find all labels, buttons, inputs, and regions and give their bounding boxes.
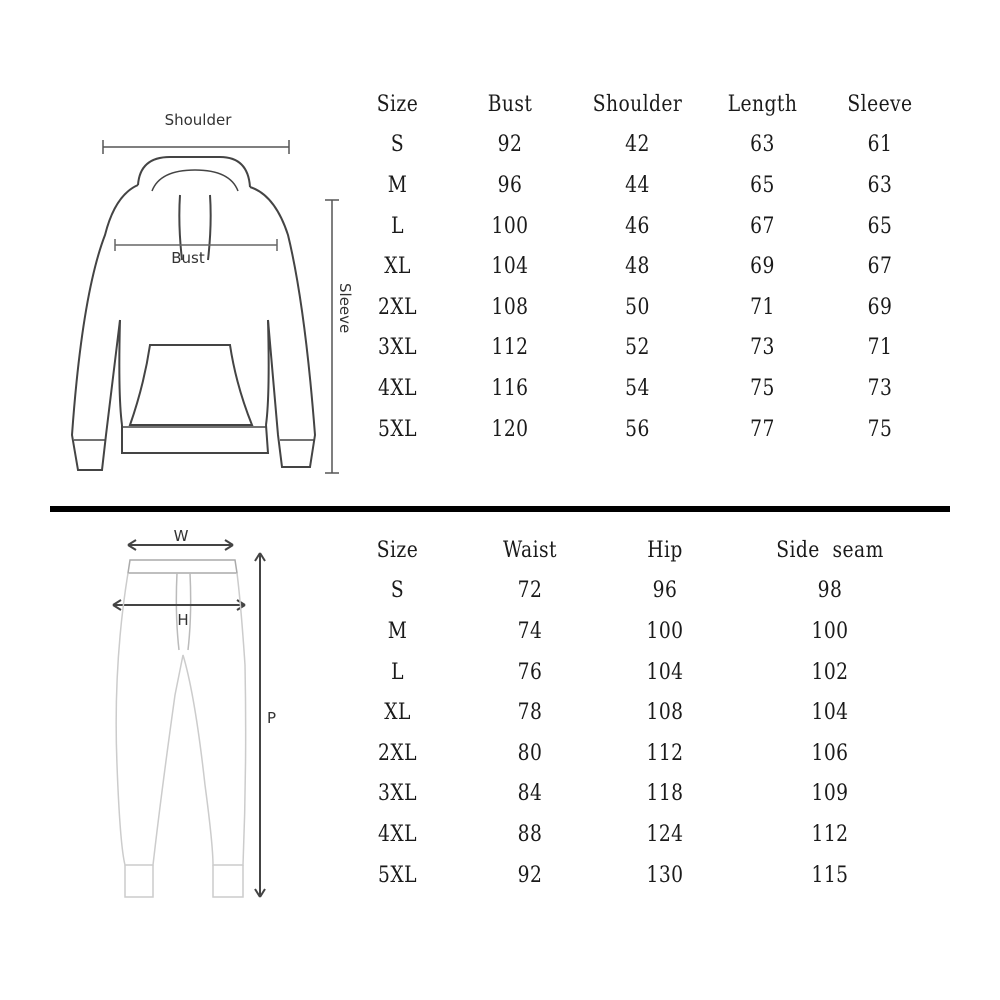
table-row — [355, 855, 950, 896]
cell-hip: 96 — [652, 578, 678, 604]
cell-size: M — [387, 618, 408, 644]
table-row — [355, 814, 950, 855]
hip-label: H — [177, 611, 189, 629]
cell-length: 73 — [750, 335, 775, 361]
table-row — [355, 733, 950, 774]
table-row — [355, 692, 950, 733]
cell-size: 5XL — [378, 862, 417, 888]
cell-waist: 88 — [517, 821, 543, 847]
cell-side-seam: 102 — [811, 659, 849, 685]
cell-side-seam: 112 — [811, 821, 849, 847]
cell-shoulder: 46 — [625, 213, 650, 239]
cell-sleeve: 61 — [867, 132, 893, 158]
cell-waist: 72 — [517, 578, 543, 604]
cell-side-seam: 106 — [811, 740, 849, 766]
cell-shoulder: 42 — [625, 132, 650, 158]
cell-hip: 104 — [646, 659, 684, 685]
cell-waist: 74 — [517, 618, 543, 644]
cell-length: 67 — [750, 213, 775, 239]
header-side-seam: Side seam — [776, 537, 884, 563]
hoodie-outline-icon — [60, 95, 360, 485]
cell-sleeve: 65 — [867, 213, 893, 239]
header-shoulder: Shoulder — [592, 91, 683, 117]
cell-size: XL — [384, 700, 411, 726]
cell-shoulder: 52 — [625, 335, 650, 361]
waist-label: W — [173, 527, 189, 545]
cell-size: M — [387, 172, 408, 198]
cell-size: L — [391, 213, 404, 239]
cell-hip: 130 — [646, 862, 684, 888]
cell-length: 77 — [750, 416, 775, 442]
cell-bust: 108 — [491, 294, 529, 320]
cell-waist: 76 — [517, 659, 543, 685]
cell-hip: 118 — [646, 781, 684, 807]
cell-hip: 100 — [646, 618, 684, 644]
cell-bust: 116 — [491, 375, 529, 401]
cell-bust: 120 — [491, 416, 529, 442]
header-bust: Bust — [487, 91, 533, 117]
cell-hip: 108 — [646, 700, 684, 726]
table-row — [355, 287, 930, 328]
cell-bust: 96 — [497, 172, 523, 198]
cell-sleeve: 73 — [867, 375, 893, 401]
cell-length: 69 — [750, 254, 775, 280]
cell-size: 2XL — [378, 294, 417, 320]
cell-length: 65 — [750, 172, 775, 198]
cell-shoulder: 48 — [625, 254, 650, 280]
cell-waist: 80 — [517, 740, 543, 766]
cell-size: L — [391, 659, 404, 685]
bust-label: Bust — [171, 249, 205, 267]
header-length: Length — [727, 91, 798, 117]
table-row — [355, 328, 930, 369]
cell-bust: 112 — [491, 335, 529, 361]
cell-bust: 100 — [491, 213, 529, 239]
cell-size: 2XL — [378, 740, 417, 766]
cell-side-seam: 98 — [817, 578, 843, 604]
cell-hip: 124 — [646, 821, 684, 847]
pants-size-table — [355, 530, 950, 895]
cell-side-seam: 104 — [811, 700, 849, 726]
pants-outline-icon — [95, 525, 295, 910]
cell-size: 3XL — [378, 335, 417, 361]
cell-bust: 92 — [497, 132, 523, 158]
section-divider — [50, 506, 950, 512]
cell-shoulder: 50 — [625, 294, 650, 320]
table-header-row — [355, 530, 950, 571]
header-size: Size — [376, 537, 419, 563]
cell-size: 5XL — [378, 416, 417, 442]
length-label: P — [267, 709, 277, 727]
cell-sleeve: 69 — [867, 294, 893, 320]
table-row — [355, 246, 930, 287]
cell-waist: 84 — [517, 781, 543, 807]
cell-waist: 92 — [517, 862, 543, 888]
header-hip: Hip — [647, 537, 683, 563]
cell-shoulder: 56 — [625, 416, 650, 442]
cell-size: 4XL — [378, 821, 417, 847]
table-row — [355, 125, 930, 166]
table-row — [355, 368, 930, 409]
shoulder-label: Shoulder — [164, 111, 232, 129]
sleeve-label: Sleeve — [336, 283, 354, 334]
cell-sleeve: 63 — [867, 172, 893, 198]
cell-length: 63 — [750, 132, 775, 158]
cell-bust: 104 — [491, 254, 529, 280]
cell-waist: 78 — [517, 700, 543, 726]
cell-sleeve: 75 — [867, 416, 893, 442]
header-size: Size — [376, 91, 419, 117]
table-row — [355, 774, 950, 815]
table-row — [355, 409, 930, 450]
table-row — [355, 165, 930, 206]
table-row — [355, 571, 950, 612]
table-row — [355, 206, 930, 247]
table-header-row — [355, 84, 930, 125]
cell-length: 75 — [750, 375, 775, 401]
cell-hip: 112 — [646, 740, 684, 766]
cell-size: S — [390, 132, 405, 158]
cell-length: 71 — [750, 294, 775, 320]
cell-size: 3XL — [378, 781, 417, 807]
cell-size: S — [390, 578, 405, 604]
hoodie-diagram — [60, 95, 360, 485]
cell-side-seam: 115 — [811, 862, 849, 888]
cell-side-seam: 100 — [811, 618, 849, 644]
cell-size: XL — [384, 254, 411, 280]
header-waist: Waist — [503, 537, 557, 563]
cell-side-seam: 109 — [811, 781, 849, 807]
cell-sleeve: 67 — [867, 254, 893, 280]
hoodie-size-table — [355, 84, 930, 449]
cell-shoulder: 54 — [625, 375, 650, 401]
cell-size: 4XL — [378, 375, 417, 401]
header-sleeve: Sleeve — [847, 91, 913, 117]
cell-shoulder: 44 — [625, 172, 650, 198]
cell-sleeve: 71 — [867, 335, 893, 361]
table-row — [355, 611, 950, 652]
pants-diagram — [95, 525, 295, 910]
table-row — [355, 652, 950, 693]
